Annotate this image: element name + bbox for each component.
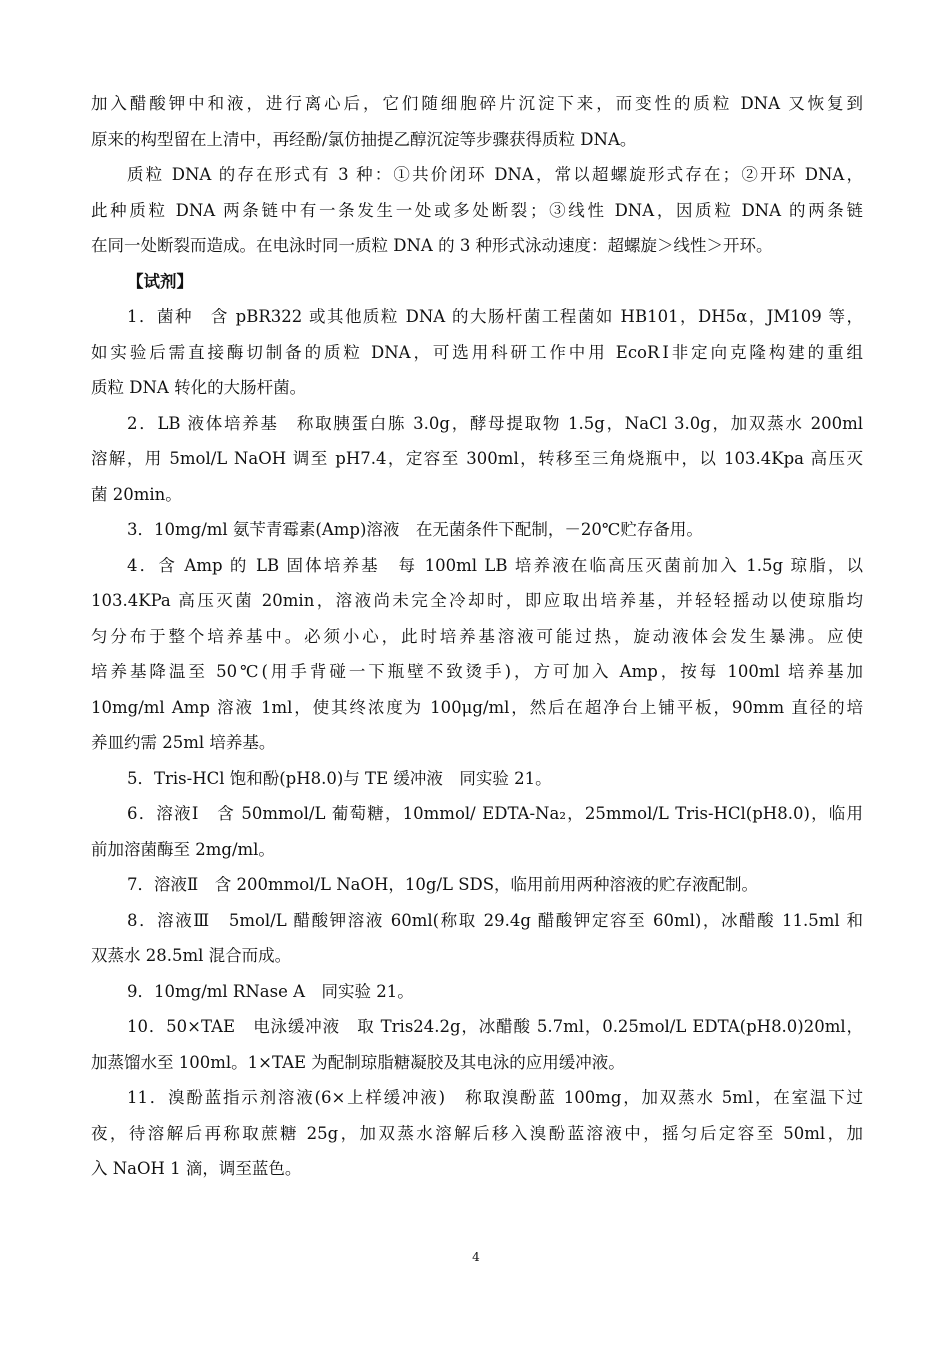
text-line: 10mg/ml Amp 溶液 1ml，使其终浓度为 100μg/ml，然后在超净台上铺平板，90mm 直径的培	[91, 697, 863, 717]
text-line: 8．溶液Ⅲ 5mol/L 醋酸钾溶液 60ml(称取 29.4g 醋酸钾定容至 60ml)，冰醋酸 11.5ml 和	[127, 910, 863, 930]
text-line: 加蒸馏水至 100ml。1×TAE 为配制琼脂糖凝胶及其电泳的应用缓冲液。	[91, 1052, 625, 1072]
text-line: 质粒 DNA 转化的大肠杆菌。	[91, 378, 307, 397]
text-line: 加入醋酸钾中和液，进行离心后，它们随细胞碎片沉淀下来，而变性的质粒 DNA 又恢复到	[91, 94, 863, 113]
text-line: 5．Tris-HCl 饱和酚(pH8.0)与 TE 缓冲液 同实验 21。	[127, 768, 552, 788]
text-line: 前加溶菌酶至 2mg/ml。	[91, 839, 275, 859]
text-line: 匀分布于整个培养基中。必须小心，此时培养基溶液可能过热，旋动液体会发生暴沸。应使	[91, 626, 863, 646]
text-line: 1．菌种 含 pBR322 或其他质粒 DNA 的大肠杆菌工程菌如 HB101，DH5α，JM109 等，	[127, 307, 863, 326]
text-line: 10．50×TAE 电泳缓冲液 取 Tris24.2g，冰醋酸 5.7ml，0.25mol/L EDTA(pH8.0)20ml，	[127, 1017, 863, 1036]
text-line: 夜，待溶解后再称取蔗糖 25g，加双蒸水溶解后移入溴酚蓝溶液中，摇匀后定容至 50ml，加	[91, 1123, 863, 1143]
section-heading: 【试剂】	[127, 271, 193, 291]
text-line: 培养基降温至 50℃(用手背碰一下瓶壁不致烫手)，方可加入 Amp，按每 100ml 培养基加	[91, 662, 863, 681]
document-body	[91, 86, 863, 1187]
text-line: 质粒 DNA 的存在形式有 3 种：①共价闭环 DNA，常以超螺旋形式存在；②开环 DNA，	[127, 165, 863, 184]
text-line: 11．溴酚蓝指示剂溶液(6×上样缓冲液) 称取溴酚蓝 100mg，加双蒸水 5ml，在室温下过	[127, 1088, 863, 1107]
text-line: 如实验后需直接酶切制备的质粒 DNA，可选用科研工作中用 EcoRⅠ非定向克隆构建的重组	[91, 342, 863, 362]
text-line: 入 NaOH 1 滴，调至蓝色。	[91, 1159, 302, 1178]
text-line: 4．含 Amp 的 LB 固体培养基 每 100ml LB 培养液在临高压灭菌前加入 1.5g 琼脂，以	[127, 555, 863, 575]
text-line: 103.4KPa 高压灭菌 20min，溶液尚未完全冷却时，即应取出培养基，并轻轻摇动以使琼脂均	[91, 591, 863, 610]
text-line: 在同一处断裂而造成。在电泳时同一质粒 DNA 的 3 种形式泳动速度：超螺旋＞线性＞开环。	[91, 236, 773, 255]
text-line: 此种质粒 DNA 两条链中有一条发生一处或多处断裂；③线性 DNA，因质粒 DNA 的两条链	[91, 200, 863, 220]
text-line: 菌 20min。	[91, 484, 182, 504]
text-line: 6．溶液Ⅰ 含 50mmol/L 葡萄糖，10mmol/ EDTA-Na₂，25mmol/L Tris-HCl(pH8.0)，临用	[127, 804, 863, 823]
text-line: 养皿约需 25ml 培养基。	[91, 733, 276, 752]
text-line: 双蒸水 28.5ml 混合而成。	[91, 946, 292, 965]
text-line: 2．LB 液体培养基 称取胰蛋白胨 3.0g，酵母提取物 1.5g，NaCl 3.0g，加双蒸水 200ml	[127, 413, 863, 433]
text-line: 7．溶液Ⅱ 含 200mmol/L NaOH，10g/L SDS，临用前用两种溶液的贮存液配制。	[127, 875, 759, 894]
text-line: 3．10mg/ml 氨苄青霉素(Amp)溶液 在无菌条件下配制，－20℃贮存备用。	[127, 520, 703, 539]
text-line: 9．10mg/ml RNase A 同实验 21。	[127, 981, 414, 1001]
text-line: 溶解，用 5mol/L NaOH 调至 pH7.4，定容至 300ml，转移至三角烧瓶中，以 103.4Kpa 高压灭	[91, 449, 863, 468]
text-line: 原来的构型留在上清中，再经酚/氯仿抽提乙醇沉淀等步骤获得质粒 DNA。	[91, 129, 637, 149]
page-number: 4	[472, 1250, 480, 1264]
